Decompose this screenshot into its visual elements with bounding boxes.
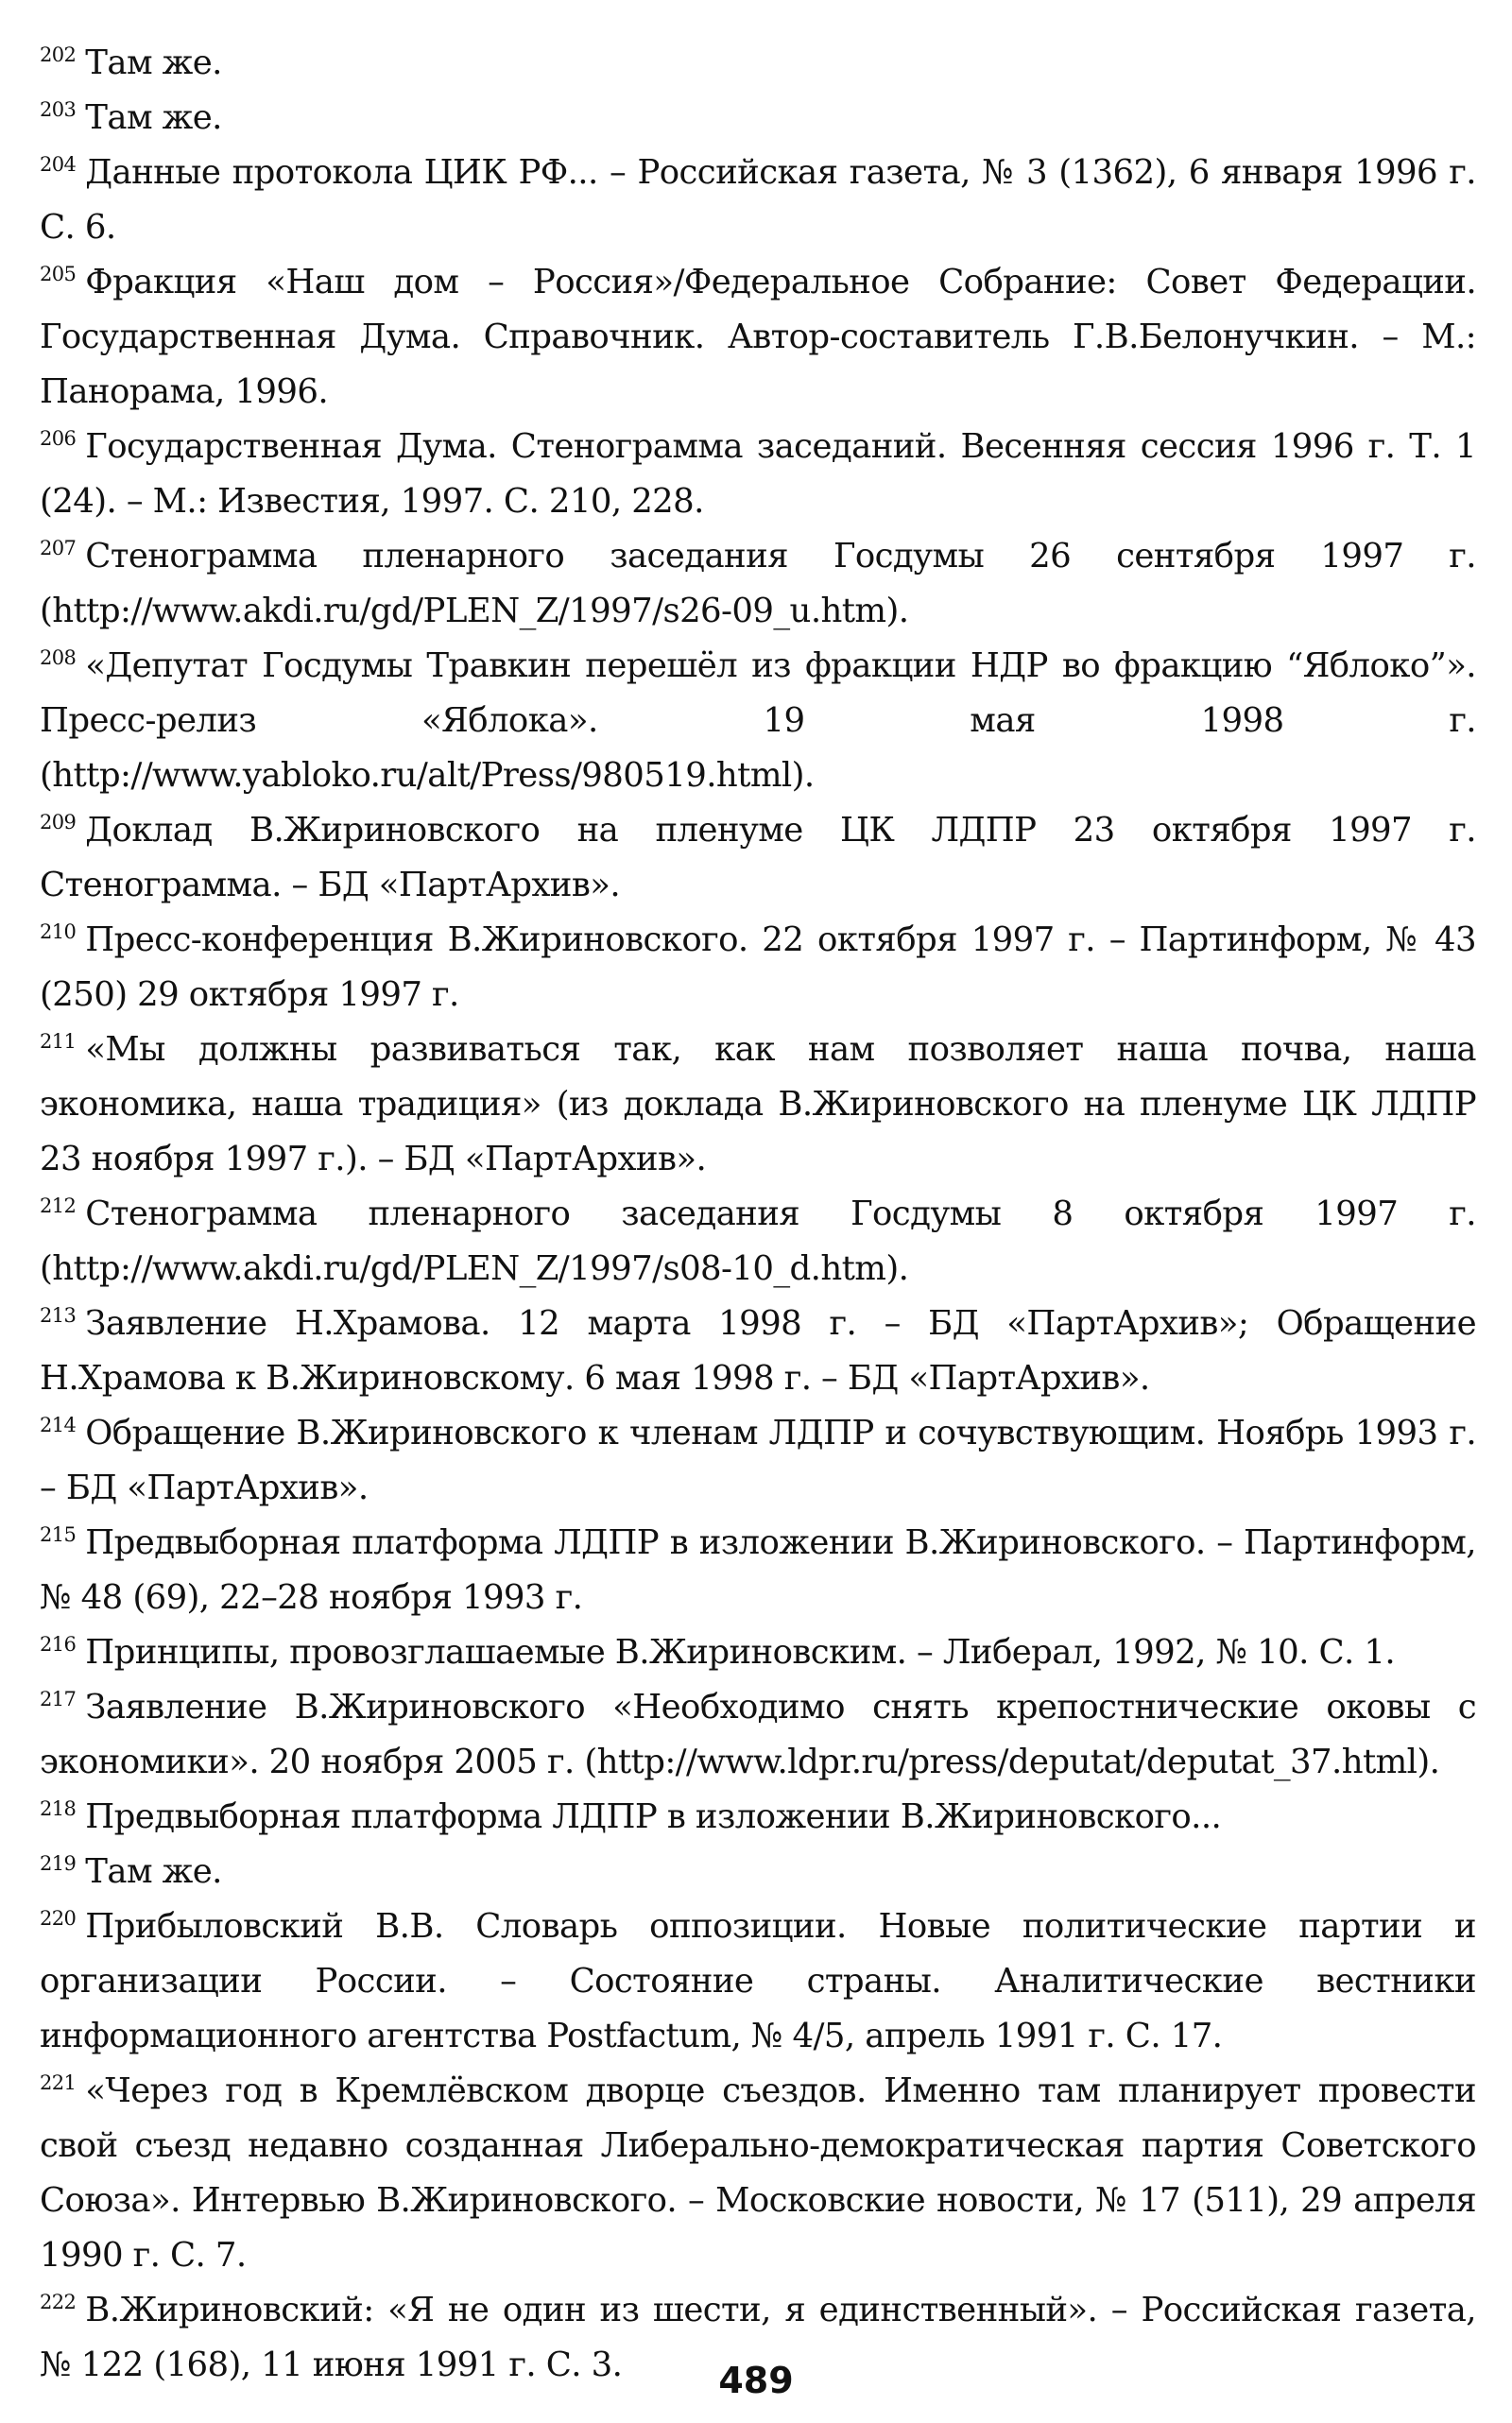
footnote-number: 220 <box>40 1907 77 1931</box>
footnote <box>40 1899 1476 2064</box>
footnote-text: «Мы должны развиваться так, как нам позволяет наша почва, наша экономика, наша традиция» (из доклада В.Жириновского на пленуме ЦК ЛДПР 23 ноября 1997 г.). – БД «ПартАрхив». <box>40 1030 1476 1178</box>
footnote <box>40 2064 1476 2283</box>
footnote-number: 214 <box>40 1414 77 1437</box>
footnote <box>40 36 1476 91</box>
footnote <box>40 1297 1476 1406</box>
footnote <box>40 91 1476 146</box>
footnote <box>40 146 1476 255</box>
footnote-number: 207 <box>40 537 77 560</box>
footnotes-list <box>40 36 1476 2393</box>
footnote-number: 206 <box>40 427 77 451</box>
footnote-text: Там же. <box>85 1852 222 1891</box>
footnote-text: Предвыборная платформа ЛДПР в изложении В.Жириновского... <box>85 1797 1222 1836</box>
footnote <box>40 1625 1476 1680</box>
footnote-number: 217 <box>40 1688 77 1711</box>
footnote-text: Пресс-конференция В.Жириновского. 22 октября 1997 г. – Партинформ, № 43 (250) 29 октября 1997 г. <box>40 920 1476 1014</box>
footnote-number: 221 <box>40 2071 77 2095</box>
footnote <box>40 255 1476 420</box>
footnote-text: Данные протокола ЦИК РФ... – Российская газета, № 3 (1362), 6 января 1996 г. С. 6. <box>40 153 1476 247</box>
footnote-text: Заявление В.Жириновского «Необходимо снять крепостнические оковы с экономики». 20 ноября 2005 г. (http://www.ldpr.ru/press/deputat/deputat_37.html). <box>40 1688 1476 1781</box>
footnote-number: 212 <box>40 1194 77 1218</box>
footnote-number: 219 <box>40 1852 77 1876</box>
footnote-text: Доклад В.Жириновского на пленуме ЦК ЛДПР 23 октября 1997 г. Стенограмма. – БД «ПартАрхив». <box>40 811 1476 904</box>
page-number: 489 <box>718 2360 794 2401</box>
footnote-number: 213 <box>40 1304 77 1328</box>
footnote-number: 204 <box>40 153 77 177</box>
footnote-text: Принципы, провозглашаемые В.Жириновским. – Либерал, 1992, № 10. С. 1. <box>85 1633 1396 1672</box>
footnote-number: 218 <box>40 1797 77 1821</box>
footnote-text: Прибыловский В.В. Словарь оппозиции. Новые политические партии и организации России. – Состояние страны. Аналитические вестники информационного агентства Postfactum, № 4/5, апрель 1991 г. С. 17. <box>40 1907 1476 2055</box>
footnote <box>40 1022 1476 1187</box>
footnote-number: 208 <box>40 646 77 670</box>
footnote <box>40 639 1476 803</box>
footnote <box>40 1790 1476 1845</box>
footnote-text: Заявление Н.Храмова. 12 марта 1998 г. – БД «ПартАрхив»; Обращение Н.Храмова к В.Жириновскому. 6 мая 1998 г. – БД «ПартАрхив». <box>40 1304 1476 1398</box>
footnote-number: 205 <box>40 263 77 286</box>
footnote <box>40 420 1476 529</box>
footnote-number: 222 <box>40 2291 77 2314</box>
footnote-text: В.Жириновский: «Я не один из шести, я единственный». – Российская газета, № 122 (168), 11 июня 1991 г. С. 3. <box>40 2291 1476 2384</box>
footnote-text: Обращение В.Жириновского к членам ЛДПР и сочувствующим. Ноябрь 1993 г. – БД «ПартАрхив». <box>40 1414 1476 1507</box>
footnote <box>40 1845 1476 1899</box>
footnote <box>40 913 1476 1022</box>
footnote-text: Там же. <box>85 43 222 82</box>
footnote-number: 211 <box>40 1030 77 1054</box>
footnote-number: 215 <box>40 1523 77 1547</box>
footnote-text: Фракция «Наш дом – Россия»/Федеральное Собрание: Совет Федерации. Государственная Дума. Справочник. Автор-составитель Г.В.Белонучкин. – М.: Панорама, 1996. <box>40 263 1476 411</box>
footnote-text: Предвыборная платформа ЛДПР в изложении В.Жириновского. – Партинформ, № 48 (69), 22–28 ноября 1993 г. <box>40 1523 1476 1617</box>
footnote <box>40 1516 1476 1625</box>
footnote-number: 209 <box>40 811 77 834</box>
footnote-text: «Через год в Кремлёвском дворце съездов. Именно там планирует провести свой съезд недавно созданная Либерально-демократическая партия Советского Союза». Интервью В.Жириновского. – Московские новости, № 17 (511), 29 апреля 1990 г. С. 7. <box>40 2071 1476 2275</box>
footnote-number: 210 <box>40 920 77 944</box>
footnote-text: Там же. <box>85 98 222 137</box>
footnote-number: 216 <box>40 1633 77 1657</box>
footnote <box>40 1187 1476 1297</box>
footnote-text: Стенограмма пленарного заседания Госдумы 26 сентября 1997 г. (http://www.akdi.ru/gd/PLEN_Z/1997/s26-09_u.htm). <box>40 537 1476 630</box>
footnote-number: 203 <box>40 98 77 122</box>
footnote <box>40 529 1476 639</box>
footnote <box>40 1406 1476 1516</box>
footnote-text: «Депутат Госдумы Травкин перешёл из фракции НДР во фракцию “Яблоко”». Пресс-релиз «Яблока». 19 мая 1998 г. (http://www.yabloko.ru/alt/Press/980519.html). <box>40 646 1476 795</box>
footnote <box>40 803 1476 913</box>
footnote-text: Стенограмма пленарного заседания Госдумы 8 октября 1997 г. (http://www.akdi.ru/gd/PLEN_Z/1997/s08-10_d.htm). <box>40 1194 1476 1288</box>
footnote <box>40 1680 1476 1790</box>
footnote-text: Государственная Дума. Стенограмма заседаний. Весенняя сессия 1996 г. Т. 1 (24). – М.: Известия, 1997. С. 210, 228. <box>40 427 1476 521</box>
footnote-number: 202 <box>40 43 77 67</box>
